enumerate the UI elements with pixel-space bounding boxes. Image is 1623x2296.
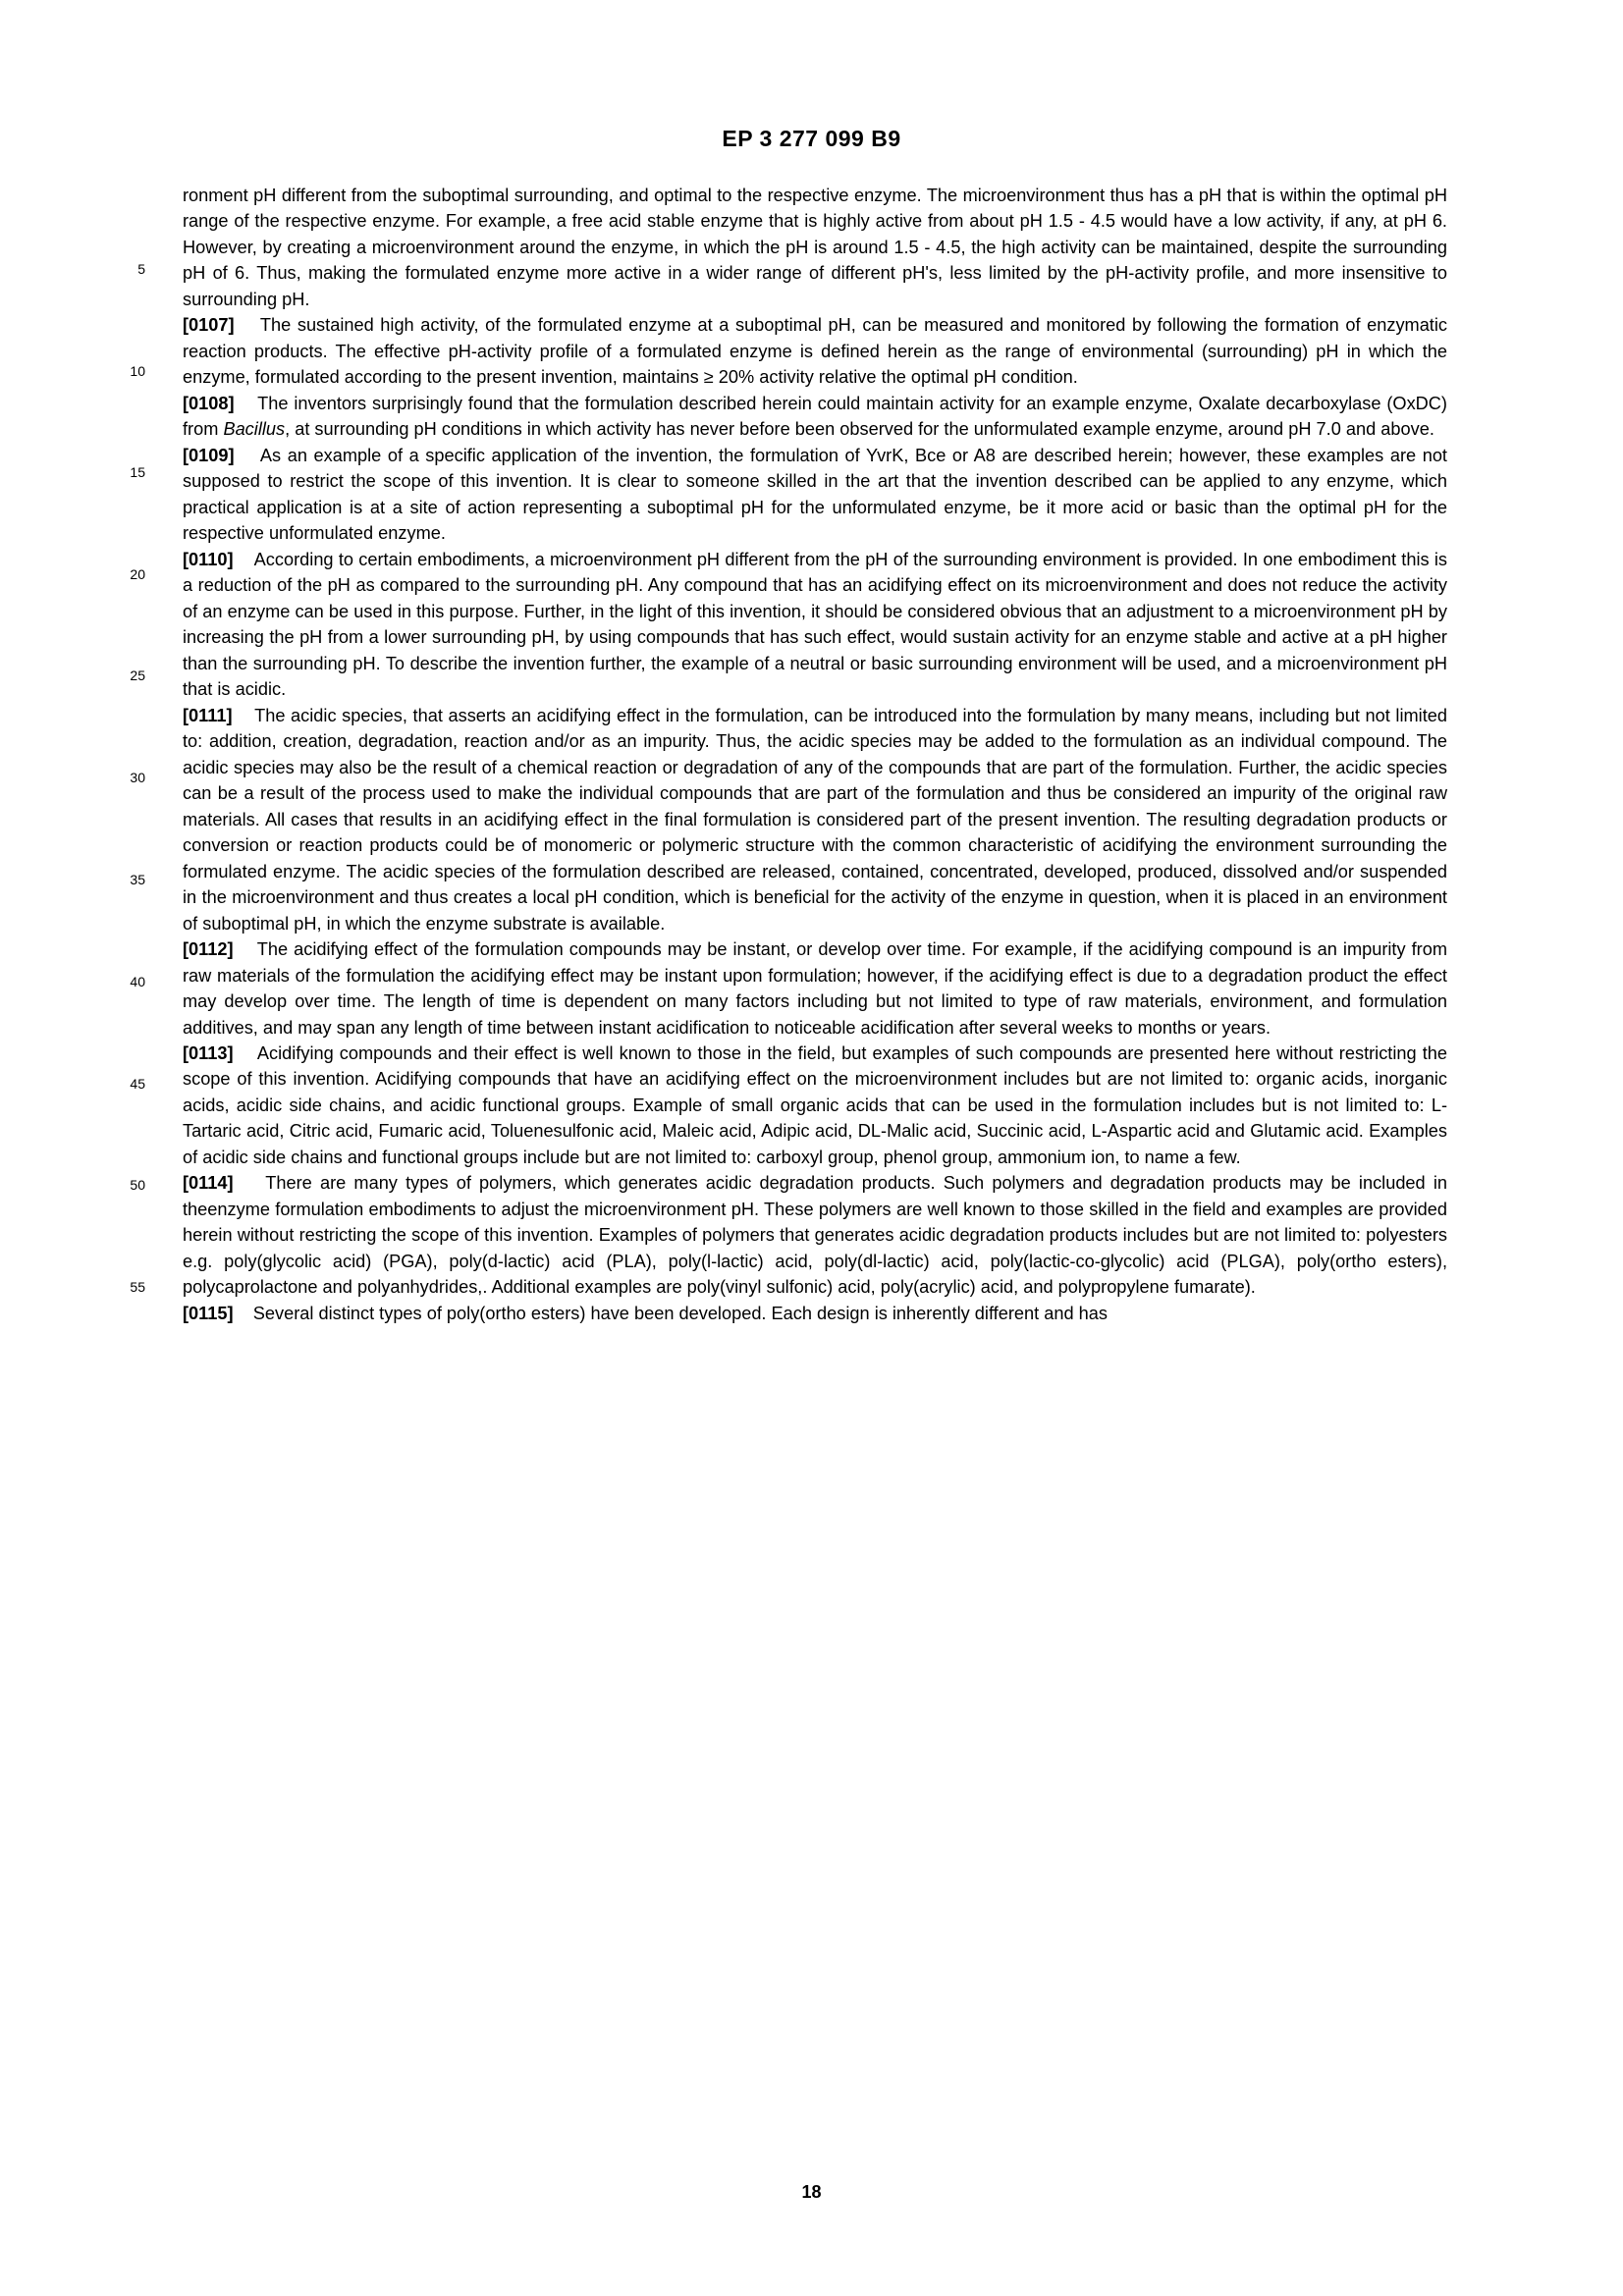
paragraph-text-post: , at surrounding pH conditions in which activity has never before been observed for the unformulated example enzyme, around pH 7.0 and above.	[285, 419, 1434, 440]
paragraph-text: As an example of a specific application of the invention, the formulation of YvrK, Bce or A8 are described herein; however, these examples are not supposed to restrict the scope of this invention. It is clear to someone skilled in the art that the invention described can be applied to any enzyme, which practical application is at a site of action representing a suboptimal pH for the unformulated enzyme, be it more acid or basic than the optimal pH for the respective unformulated enzyme.	[183, 445, 1447, 544]
paragraph-text: There are many types of polymers, which generates acidic degradation products. Such polymers and degradation products may be included in theenzyme formulation embodiments to adjust the microenvironment pH. These polymers are well known to those skilled in the field and examples are provided herein without restricting the scope of this invention. Examples of polymers that generates acidic degradation products includes but are not limited to: polyesters e.g. poly(glycolic acid) (PGA), poly(d-lactic) acid (PLA), poly(l-lactic) acid, poly(dl-lactic) acid, poly(lactic-co-glycolic) acid (PLGA), poly(ortho esters), polycaprolactone and polyanhydrides,. Additional examples are poly(vinyl sulfonic) acid, poly(acrylic) acid, and polypropylene fumarate).	[183, 1173, 1447, 1298]
paragraph-tag: [0115]	[183, 1303, 234, 1323]
line-number: 10	[130, 363, 145, 379]
line-number: 45	[130, 1076, 145, 1092]
paragraph-tag: [0113]	[183, 1042, 234, 1063]
paragraph-text-pre: The inventors surprisingly found that the formulation described herein could maintain activity for an example enzyme, Oxalate decarboxylase (OxDC) from	[183, 393, 1447, 440]
line-number: 20	[130, 566, 145, 582]
page-number: 18	[801, 2182, 822, 2202]
line-number: 30	[130, 770, 145, 785]
paragraph-0108	[183, 391, 1447, 443]
paragraph-0107	[183, 312, 1447, 390]
paragraph-tag: [0108]	[183, 393, 235, 413]
paragraph-tag: [0111]	[183, 705, 233, 725]
paragraph-text: ronment pH different from the suboptimal surrounding, and optimal to the respective enzyme. The microenvironment thus has a pH that is within the optimal pH range of the respective enzyme. For example, a free acid stable enzyme that is highly active from about pH 1.5 - 4.5 would have a low activity, if any, at pH 6. However, by creating a microenvironment around the enzyme, in which the pH is around 1.5 - 4.5, the high activity can be maintained, despite the surrounding pH of 6. Thus, making the formulated enzyme more active in a wider range of different pH's, less limited by the pH-activity profile, and more insensitive to surrounding pH.	[183, 186, 1447, 309]
line-number: 40	[130, 974, 145, 989]
paragraph-intro	[183, 183, 1447, 312]
paragraph-0111	[183, 703, 1447, 936]
paragraph-tag: [0112]	[183, 939, 234, 960]
paragraph-text: Acidifying compounds and their effect is well known to those in the field, but examples of such compounds are presented here without restricting the scope of this invention. Acidifying compounds that have an acidifying effect on the microenvironment includes but are not limited to: organic acids, inorganic acids, acidic side chains, and acidic functional groups. Example of small organic acids that can be used in the formulation includes but is not limited to: L-Tartaric acid, Citric acid, Fumaric acid, Toluenesulfonic acid, Maleic acid, Adipic acid, DL-Malic acid, Succinic acid, L-Aspartic acid and Glutamic acid. Examples of acidic side chains and functional groups include but are not limited to: carboxyl group, phenol group, ammonium ion, to name a few.	[183, 1042, 1447, 1167]
paragraph-0114	[183, 1170, 1447, 1300]
paragraph-0110	[183, 547, 1447, 703]
line-number: 5	[137, 261, 145, 277]
paragraph-0115	[183, 1301, 1447, 1326]
line-number: 25	[130, 667, 145, 683]
line-number: 35	[130, 872, 145, 887]
line-number: 50	[130, 1177, 145, 1193]
line-number: 55	[130, 1279, 145, 1295]
paragraph-text-italic: Bacillus	[223, 419, 286, 440]
page-body	[183, 183, 1447, 1326]
paragraph-text: Several distinct types of poly(ortho esters) have been developed. Each design is inherently different and has	[252, 1303, 1108, 1323]
paragraph-tag: [0109]	[183, 445, 235, 465]
paragraph-tag: [0110]	[183, 549, 234, 569]
paragraph-0112	[183, 936, 1447, 1041]
paragraph-tag: [0114]	[183, 1173, 234, 1194]
paragraph-text: The acidifying effect of the formulation compounds may be instant, or develop over time. For example, if the acidifying compound is an impurity from raw materials of the formulation the acidifying effect may be instant upon formulation; however, if the acidifying effect is due to a degradation product the effect may develop over time. The length of time is dependent on many factors including but not limited to type of raw materials, environment, and formulation additives, and may span any length of time between instant acidification to noticeable acidification after several weeks to months or years.	[183, 939, 1447, 1038]
paragraph-text: The acidic species, that asserts an acidifying effect in the formulation, can be introduced into the formulation by many means, including but not limited to: addition, creation, degradation, reaction and/or as an impurity. Thus, the acidic species may be added to the formulation as an individual compound. The acidic species may also be the result of a chemical reaction or degradation of any of the compounds that are part of the formulation. Further, the acidic species can be a result of the process used to make the individual compounds that are part of the formulation and thus be considered an impurity of the original raw materials. All cases that results in an acidifying effect in the final formulation is considered part of the present invention. The resulting degradation products or conversion or reaction products could be of monomeric or polymeric structure with the common characteristic of acidifying the environment surrounding the formulated enzyme. The acidic species of the formulation described are released, contained, concentrated, developed, produced, dissolved and/or suspended in the microenvironment and thus creates a local pH condition, which is beneficial for the activity of the enzyme in question, when it is placed in an environment of suboptimal pH, in which the enzyme substrate is available.	[183, 705, 1447, 934]
page-header: EP 3 277 099 B9	[722, 126, 901, 151]
paragraph-0109	[183, 443, 1447, 547]
paragraph-0113	[183, 1041, 1447, 1170]
line-number: 15	[130, 464, 145, 480]
paragraph-text: According to certain embodiments, a microenvironment pH different from the pH of the surrounding environment is provided. In one embodiment this is a reduction of the pH as compared to the surrounding pH. Any compound that has an acidifying effect on its microenvironment and does not reduce the activity of an enzyme can be used in this purpose. Further, in the light of this invention, it should be considered obvious that an adjustment to a microenvironment pH by increasing the pH from a lower surrounding pH, by using compounds that has such effect, would sustain activity for an enzyme stable and active at a pH higher than the surrounding pH. To describe the invention further, the example of a neutral or basic surrounding environment will be used, and a microenvironment pH that is acidic.	[183, 549, 1447, 700]
paragraph-tag: [0107]	[183, 315, 235, 336]
paragraph-text: The sustained high activity, of the formulated enzyme at a suboptimal pH, can be measured and monitored by following the formation of enzymatic reaction products. The effective pH-activity profile of a formulated enzyme is defined herein as the range of environmental (surrounding) pH in which the enzyme, formulated according to the present invention, maintains ≥ 20% activity relative the optimal pH condition.	[183, 315, 1447, 388]
